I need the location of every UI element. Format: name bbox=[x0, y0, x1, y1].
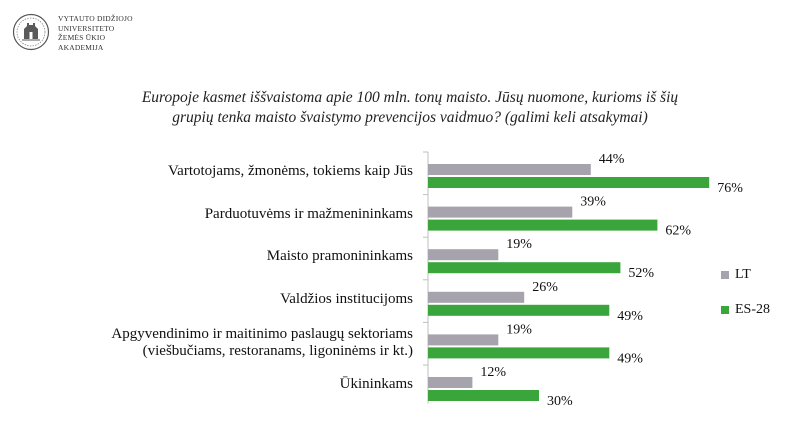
category-label bbox=[340, 376, 413, 393]
category-label-subline: (viešbučiams, restoranams, ligoninėms ir kt.) bbox=[142, 343, 413, 360]
data-label-lt: 12% bbox=[480, 365, 507, 380]
bar-lt bbox=[428, 164, 591, 175]
data-label-es: 30% bbox=[547, 394, 573, 409]
bar-es bbox=[428, 347, 609, 358]
chart-title-line: grupių tenka maisto švaistymo prevencijos vaidmuo? (galimi keli atsakymai) bbox=[172, 109, 648, 126]
category-label bbox=[168, 163, 413, 180]
bar-es bbox=[428, 262, 620, 273]
logo-line: UNIVERSITETO bbox=[58, 23, 115, 33]
category-label-line: Parduotuvėms ir mažmenininkams bbox=[204, 205, 413, 222]
data-label-es: 76% bbox=[717, 181, 743, 196]
data-label-lt: 44% bbox=[598, 152, 625, 167]
data-label-lt: 19% bbox=[506, 322, 532, 338]
legend-label-lt: LT bbox=[735, 267, 751, 282]
legend-swatch-lt bbox=[721, 271, 729, 279]
category-label-line: Apgyvendinimo ir maitinimo paslaugų sektoriams bbox=[111, 326, 413, 343]
category-label bbox=[111, 326, 413, 360]
logo-line: VYTAUTO DIDŽIOJO bbox=[58, 14, 133, 23]
bar-lt bbox=[428, 334, 498, 345]
data-label-es: 49% bbox=[617, 351, 643, 367]
category-label bbox=[205, 206, 413, 223]
legend-item-lt bbox=[721, 267, 751, 283]
bar-es bbox=[428, 390, 539, 401]
logo-line: AKADEMIJA bbox=[58, 42, 104, 52]
bar-lt bbox=[428, 292, 524, 303]
category-label bbox=[280, 291, 413, 308]
category-label-line: Ūkininkams bbox=[339, 376, 413, 392]
legend-label-es: ES-28 bbox=[735, 302, 770, 317]
data-label-es: 52% bbox=[628, 266, 655, 282]
data-label-es: 62% bbox=[665, 223, 692, 239]
chart-title-line: Europoje kasmet iššvaistoma apie 100 mln. tonų maisto. Jūsų nuomone, kurioms iš šių bbox=[141, 89, 679, 106]
data-label-es: 49% bbox=[617, 308, 643, 324]
category-label-line: Valdžios institucijoms bbox=[280, 290, 413, 307]
bar-lt bbox=[428, 249, 498, 260]
data-label-lt: 39% bbox=[580, 194, 606, 210]
bar-lt bbox=[428, 207, 572, 218]
bar-es bbox=[428, 220, 657, 231]
data-label-lt: 26% bbox=[532, 279, 558, 295]
bar-lt bbox=[428, 377, 472, 388]
category-label-line: Maisto pramonininkams bbox=[266, 248, 413, 265]
data-label-lt: 19% bbox=[506, 237, 532, 253]
category-label-line: Vartotojams, žmonėms, tokiems kaip Jūs bbox=[168, 163, 413, 179]
legend-swatch-es bbox=[721, 306, 729, 314]
legend-item-es bbox=[721, 302, 770, 318]
category-label bbox=[267, 248, 413, 265]
bar-es bbox=[428, 305, 609, 316]
bar-es bbox=[428, 177, 709, 188]
logo-line: ŽEMĖS ŪKIO bbox=[58, 33, 106, 43]
